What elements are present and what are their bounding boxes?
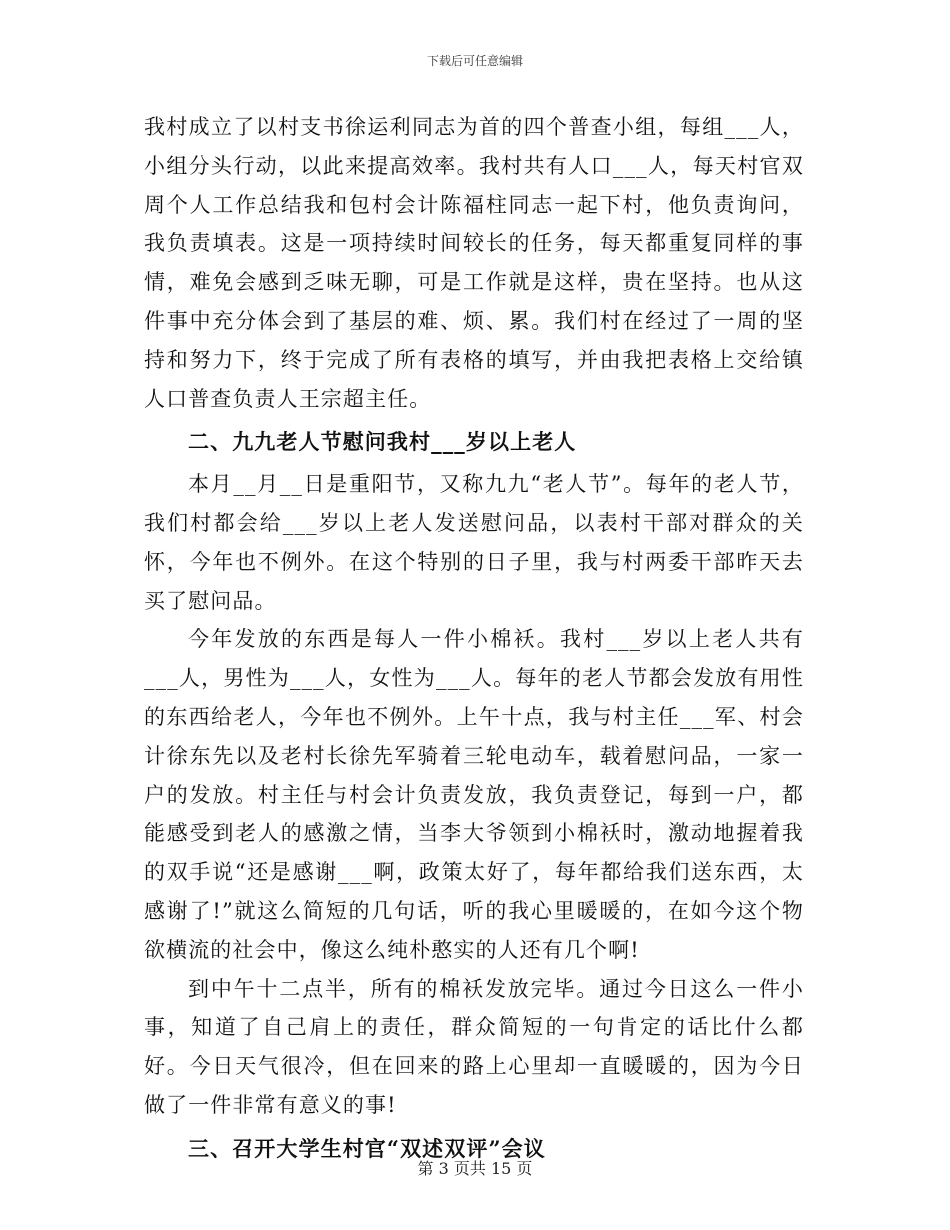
page-number: 第 3 页共 15 页 xyxy=(417,1159,533,1178)
paragraph-distribution: 今年发放的东西是每人一件小棉袄。我村___岁以上老人共有___人，男性为___人，女性为___人。每年的老人节都会发放有用性的东西给老人，今年也不例外。上午十点，我与村主任___军、村会计徐东先以及老村长徐先军骑着三轮电动车，载着慰问品，一家一户的发放。村主任与村会计负责发放，我负责登记，每到一户，都能感受到老人的感激之情，当李大爷领到小棉袄时，激动地握着我的双手说“还是感谢___啊，政策太好了，每年都给我们送东西，太感谢了!”就这么简短的几句话，听的我心里暖暖的，在如今这个物欲横流的社会中，像这么纯朴憨实的人还有几个啊! xyxy=(144,627,804,962)
document-body xyxy=(144,108,804,1172)
section-heading-3: 三、召开大学生村官“双述双评”会议 xyxy=(188,1135,546,1161)
paragraph-festival: 本月__月__日是重阳节，又称九九“老人节”。每年的老人节，我们村都会给___岁以上老人发送慰问品，以表村干部对群众的关怀，今年也不例外。在这个特别的日子里，我与村两委干部昨天去买了慰问品。 xyxy=(144,472,804,613)
section-heading-2: 二、九九老人节慰问我村___岁以上老人 xyxy=(188,429,577,455)
page-header: 下载后可任意编辑 xyxy=(426,54,523,68)
paragraph-conclusion: 到中午十二点半，所有的棉袄发放完毕。通过今日这么一件小事，知道了自己肩上的责任，群众简短的一句肯定的话比什么都好。今日天气很冷，但在回来的路上心里却一直暖暖的，因为今日做了一件非常有意义的事! xyxy=(144,976,804,1117)
paragraph-census: 我村成立了以村支书徐运利同志为首的四个普查小组，每组___人，小组分头行动，以此来提高效率。我村共有人口___人，每天村官双周个人工作总结我和包村会计陈福柱同志一起下村，他负责询问，我负责填表。这是一项持续时间较长的任务，每天都重复同样的事情，难免会感到乏味无聊，可是工作就是这样，贵在坚持。也从这件事中充分体会到了基层的难、烦、累。我们村在经过了一周的坚持和努力下，终于完成了所有表格的填写，并由我把表格上交给镇人口普查负责人王宗超主任。 xyxy=(144,115,804,411)
